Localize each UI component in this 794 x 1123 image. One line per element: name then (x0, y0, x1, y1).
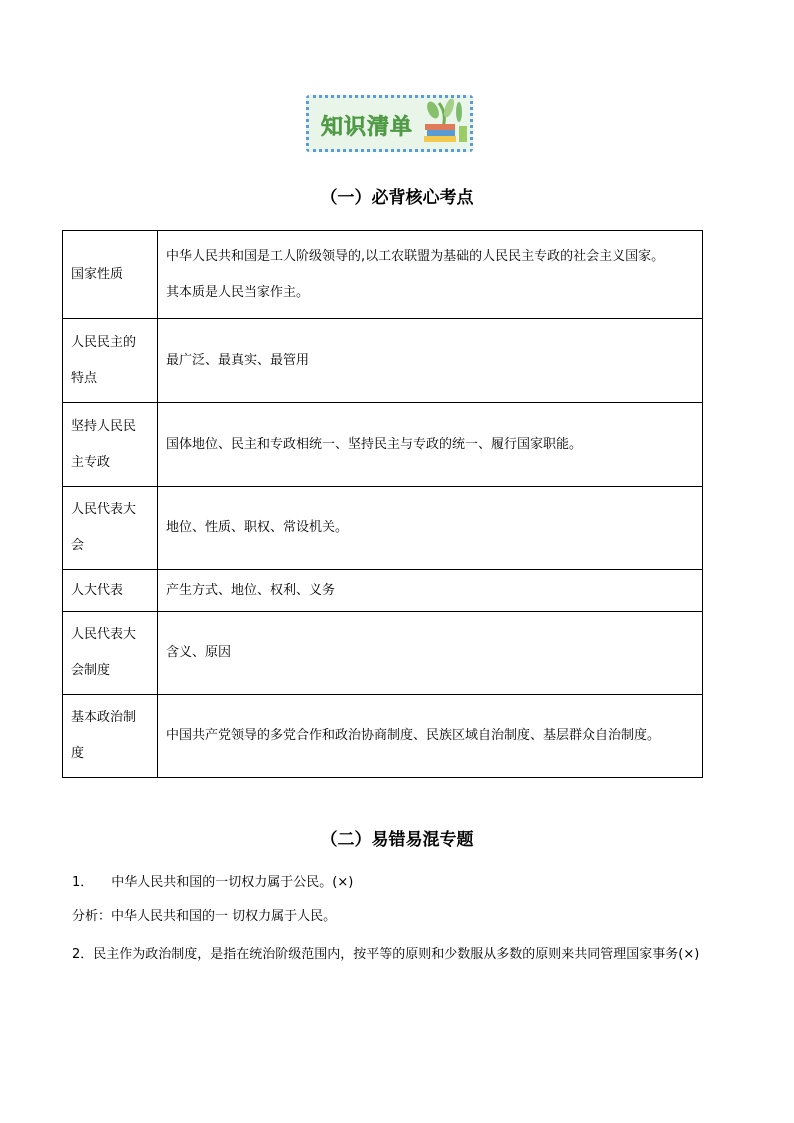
section2-title: （二）易错易混专题 (320, 830, 474, 850)
row-term: 坚持人民民 主专政 (63, 403, 158, 487)
item-text: 分析：中华人民共和国的一 切权力属于人民。 (72, 909, 337, 924)
row-content: 地位、性质、职权、常设机关。 (158, 487, 703, 570)
row-term: 人民代表大 会 (63, 487, 158, 570)
list-item (72, 938, 727, 972)
books-plant-icon (419, 98, 474, 150)
key-points-table (62, 230, 703, 778)
row-content: 产生方式、地位、权利、义务 (158, 570, 703, 612)
row-content: 国体地位、民主和专政相统一、坚持民主与专政的统一、履行国家职能。 (158, 403, 703, 487)
table-row (63, 403, 703, 487)
table-row (63, 487, 703, 570)
item-text: 中华人民共和国的一切权力属于公民。(×) (111, 875, 354, 890)
row-term: 人民代表大 会制度 (63, 612, 158, 695)
table-row (63, 695, 703, 778)
row-term: 人大代表 (63, 570, 158, 612)
table-row (63, 319, 703, 403)
row-term: 人民民主的 特点 (63, 319, 158, 403)
list-item (72, 900, 336, 934)
row-content: 中华人民共和国是工人阶级领导的,以工农联盟为基础的人民民主专政的社会主义国家。 其本质是人民当家作主。 (158, 231, 703, 319)
badge-title: 知识清单 (321, 115, 414, 140)
row-term: 国家性质 (63, 231, 158, 319)
knowledge-list-badge (306, 95, 473, 152)
list-item (72, 866, 353, 900)
item-number: 1． (72, 875, 94, 890)
row-content: 含义、原因 (158, 612, 703, 695)
row-content: 最广泛、最真实、最管用 (158, 319, 703, 403)
row-content: 中国共产党领导的多党合作和政治协商制度、民族区域自治制度、基层群众自治制度。 (158, 695, 703, 778)
table-row (63, 612, 703, 695)
table-row (63, 231, 703, 319)
section1-title: （一）必背核心考点 (320, 188, 474, 208)
row-term: 基本政治制 度 (63, 695, 158, 778)
table-row (63, 570, 703, 612)
item-text: 民主作为政治制度，是指在统治阶级范围内，按平等的原则和少数服从多数的原则来共同管理国家事务(×) (93, 947, 700, 962)
item-number: 2． (72, 947, 94, 962)
